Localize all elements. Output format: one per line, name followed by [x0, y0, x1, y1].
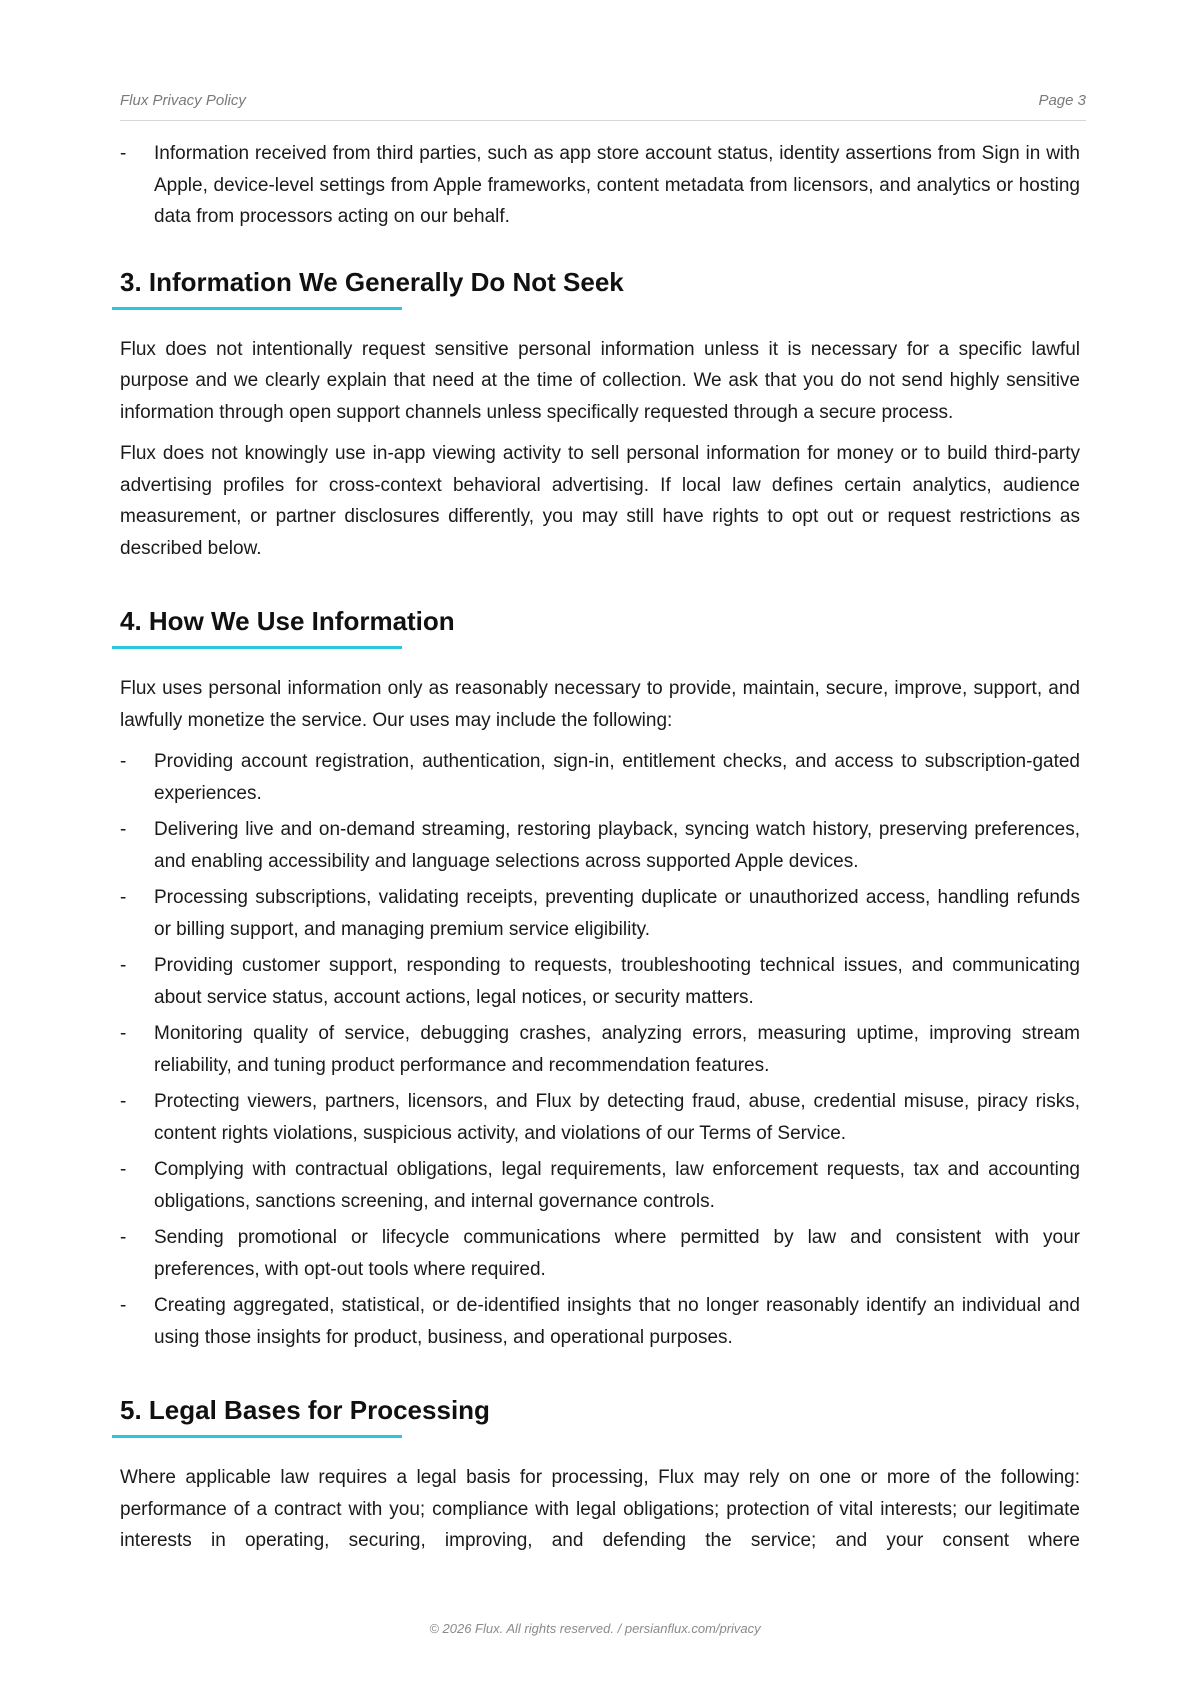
list-item: - Sending promotional or lifecycle communications where permitted by law and consistent with your preferences, with opt-out tools where required. — [120, 1222, 1080, 1285]
bullet-marker: - — [120, 1295, 127, 1316]
page-number: Page 3 — [1038, 92, 1086, 109]
list-item: - Providing account registration, authentication, sign-in, entitlement checks, and access to subscription-gated experiences. — [120, 746, 1080, 809]
bullet-marker: - — [120, 1159, 127, 1180]
list-item: - Providing customer support, responding to requests, troubleshooting technical issues, and communicating about service status, account actions, legal notices, or security matters. — [120, 950, 1080, 1013]
section-5-paragraph: Where applicable law requires a legal basis for processing, Flux may rely on one or more of the following: performance of a contract with you; compliance with legal obligations; protection of vital interests; our legitimate interests in operating, securing, improving, and defending the service; and your consent where — [120, 1467, 1080, 1551]
bullet-marker: - — [120, 1227, 127, 1248]
section-5-heading: 5. Legal Bases for Processing — [120, 1395, 490, 1425]
bullet-marker: - — [120, 1091, 127, 1112]
heading-underline — [112, 646, 402, 649]
bullet-marker: - — [120, 887, 127, 908]
page-header — [120, 92, 1086, 121]
section-3-paragraph: Flux does not knowingly use in-app viewing activity to sell personal information for money or to build third-party advertising profiles for cross-context behavioral advertising. If local law defines certain analytics, audience measurement, or partner disclosures differently, you may still have rights to opt out or request restrictions as described below. — [120, 443, 1080, 559]
list-item: - Creating aggregated, statistical, or de-identified insights that no longer reasonably identify an individual and using those insights for product, business, and operational purposes. — [120, 1290, 1080, 1353]
section-4-bullet-list — [120, 746, 1080, 1353]
bullet-marker: - — [120, 143, 127, 164]
heading-underline — [112, 1435, 402, 1438]
section-3-heading: 3. Information We Generally Do Not Seek — [120, 266, 624, 297]
list-item: - Delivering live and on-demand streaming, restoring playback, syncing watch history, preserving preferences, and enabling accessibility and language selections across supported Apple devices. — [120, 814, 1080, 877]
list-item: - Processing subscriptions, validating receipts, preventing duplicate or unauthorized access, handling refunds or billing support, and managing premium service eligibility. — [120, 882, 1080, 945]
heading-underline — [112, 307, 402, 310]
list-item: - Monitoring quality of service, debugging crashes, analyzing errors, measuring uptime, improving stream reliability, and tuning product performance and recommendation features. — [120, 1018, 1080, 1081]
section-3-paragraph: Flux does not intentionally request sensitive personal information unless it is necessary for a specific lawful purpose and we clearly explain that need at the time of collection. We ask that you do not send highly sensitive information through open support channels unless specifically requested through a secure process. — [120, 338, 1080, 423]
list-item: - Information received from third parties, such as app store account status, identity assertions from Sign in with Apple, device-level settings from Apple frameworks, content metadata from licensors, and analytics or hosting data from processors acting on our behalf. — [120, 138, 1080, 233]
section-4-intro: Flux uses personal information only as reasonably necessary to provide, maintain, secure, improve, support, and lawfully monetize the service. Our uses may include the following: — [120, 678, 1080, 731]
bullet-marker: - — [120, 955, 127, 976]
list-item: - Complying with contractual obligations, legal requirements, law enforcement requests, tax and accounting obligations, sanctions screening, and internal governance controls. — [120, 1154, 1080, 1217]
document-title: Flux Privacy Policy — [120, 92, 246, 109]
intro-bullet-list — [120, 138, 1080, 233]
page-content — [120, 138, 1080, 1567]
bullet-marker: - — [120, 751, 127, 772]
bullet-marker: - — [120, 1023, 127, 1044]
list-item: - Protecting viewers, partners, licensors, and Flux by detecting fraud, abuse, credential misuse, piracy risks, content rights violations, suspicious activity, and violations of our Terms of Service. — [120, 1086, 1080, 1149]
section-4-heading: 4. How We Use Information — [120, 606, 455, 636]
page-footer: © 2026 Flux. All rights reserved. / persianflux.com/privacy — [429, 1621, 761, 1636]
bullet-marker: - — [120, 819, 127, 840]
